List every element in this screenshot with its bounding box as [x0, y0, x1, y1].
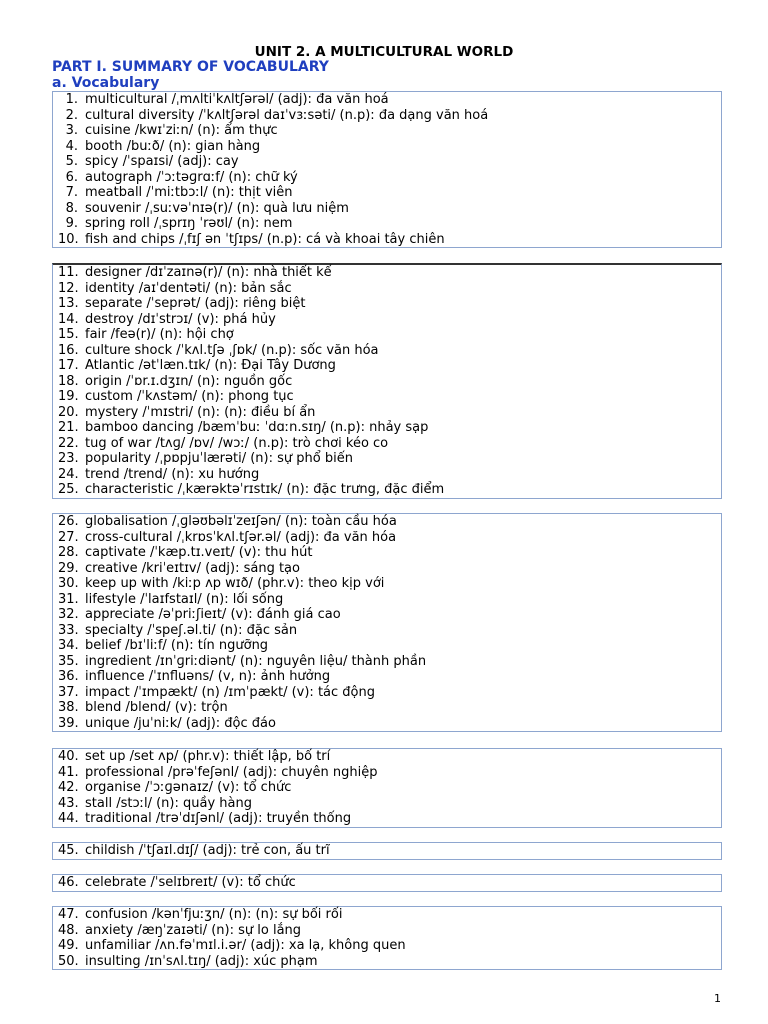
- item-text: identity /aɪˈdentəti/ (n): bản sắc: [85, 280, 292, 296]
- item-number: 29.: [58, 560, 79, 576]
- vocabulary-item: [58, 467, 721, 483]
- vocabulary-item: [58, 216, 721, 232]
- item-text: cuisine /kwɪˈziːn/ (n): ẩm thực: [85, 123, 278, 138]
- vocabulary-item: [58, 405, 721, 421]
- item-text: popularity /ˌpɒpjuˈlærəti/ (n): sự phổ biến: [85, 451, 353, 466]
- vocabulary-group: [52, 513, 722, 732]
- item-text: blend /blend/ (v): trộn: [85, 700, 228, 715]
- vocabulary-item: [58, 232, 721, 248]
- item-number: 25.: [58, 482, 79, 497]
- item-text: cultural diversity /ˈkʌltʃərəl daɪˈvɜːsəti/ (n.p): đa dạng văn hoá: [85, 107, 489, 123]
- vocabulary-item: [58, 108, 721, 124]
- item-number: 23.: [58, 451, 79, 466]
- vocabulary-item: [58, 907, 721, 923]
- vocabulary-item: [58, 343, 721, 359]
- item-text: stall /stɔːl/ (n): quầy hàng: [85, 795, 252, 811]
- item-text: tug of war /tʌɡ/ /ɒv/ /wɔː/ (n.p): trò chơi kéo co: [85, 435, 389, 451]
- item-text: autograph /ˈɔːtəɡrɑːf/ (n): chữ ký: [85, 169, 298, 185]
- item-number: 32.: [58, 607, 79, 622]
- item-number: 2.: [65, 107, 78, 123]
- item-number: 4.: [65, 138, 78, 154]
- item-number: 28.: [58, 545, 79, 560]
- item-text: creative /kriˈeɪtɪv/ (adj): sáng tạo: [85, 560, 300, 576]
- vocabulary-item: [58, 530, 721, 546]
- item-text: specialty /ˈspeʃ.əl.ti/ (n): đặc sản: [85, 622, 298, 638]
- vocabulary-item: [58, 451, 721, 467]
- item-text: booth /buːð/ (n): gian hàng: [85, 138, 261, 154]
- item-number: 45.: [58, 843, 79, 858]
- item-text: traditional /trəˈdɪʃənl/ (adj): truyền thống: [85, 811, 352, 826]
- item-number: 40.: [58, 749, 79, 764]
- item-number: 8.: [65, 200, 78, 216]
- vocabulary-item: [58, 139, 721, 155]
- item-number: 11.: [58, 265, 79, 280]
- item-text: confusion /kənˈfjuːʒn/ (n): (n): sự bối rối: [85, 907, 343, 922]
- item-number: 7.: [65, 185, 78, 200]
- page-number: 1: [714, 992, 721, 1005]
- vocabulary-item: [58, 811, 721, 827]
- vocabulary-item: [58, 420, 721, 436]
- item-text: belief /bɪˈliːf/ (n): tín ngưỡng: [85, 638, 269, 653]
- item-text: spring roll /ˌsprɪŋ ˈrəʊl/ (n): nem: [85, 216, 293, 231]
- item-text: fish and chips /ˌfɪʃ ən ˈtʃɪps/ (n.p): cá và khoai tây chiên: [85, 231, 445, 247]
- vocabulary-item: [58, 201, 721, 217]
- subsection-heading: a. Vocabulary: [52, 75, 160, 91]
- item-text: organise /ˈɔːɡənaɪz/ (v): tổ chức: [85, 780, 292, 795]
- item-text: multicultural /ˌmʌltiˈkʌltʃərəl/ (adj): đa văn hoá: [85, 92, 389, 107]
- vocabulary-item: [58, 780, 721, 796]
- item-number: 26.: [58, 514, 79, 529]
- item-number: 37.: [58, 684, 79, 700]
- vocabulary-item: [58, 700, 721, 716]
- page-title: UNIT 2. A MULTICULTURAL WORLD: [254, 44, 514, 60]
- item-number: 38.: [58, 700, 79, 715]
- vocabulary-item: [58, 954, 721, 970]
- item-number: 1.: [65, 92, 78, 107]
- item-text: souvenir /ˌsuːvəˈnɪə(r)/ (n): quà lưu niệm: [85, 200, 349, 216]
- vocabulary-item: [58, 923, 721, 939]
- vocabulary-item: [58, 716, 721, 732]
- vocabulary-item: [58, 938, 721, 954]
- item-number: 48.: [58, 922, 79, 938]
- item-number: 33.: [58, 622, 79, 638]
- item-text: culture shock /ˈkʌl.tʃə ˌʃɒk/ (n.p): sốc văn hóa: [85, 342, 379, 358]
- vocabulary-item: [58, 765, 721, 781]
- vocabulary-item: [58, 296, 721, 312]
- part-heading: PART I. SUMMARY OF VOCABULARY: [52, 59, 329, 75]
- item-number: 30.: [58, 576, 79, 591]
- item-text: custom /ˈkʌstəm/ (n): phong tục: [85, 389, 294, 404]
- item-number: 19.: [58, 389, 79, 404]
- item-number: 49.: [58, 938, 79, 953]
- vocabulary-group: [52, 263, 722, 499]
- item-text: keep up with /kiːp ʌp wɪð/ (phr.v): theo kịp với: [85, 576, 385, 591]
- item-text: influence /ˈɪnfluəns/ (v, n): ảnh hưởng: [85, 669, 331, 684]
- vocabulary-item: [58, 312, 721, 328]
- vocabulary-item: [58, 576, 721, 592]
- vocabulary-item: [58, 561, 721, 577]
- item-text: meatball /ˈmiːtbɔːl/ (n): thịt viên: [85, 185, 293, 200]
- vocabulary-item: [58, 545, 721, 561]
- vocabulary-item: [58, 796, 721, 812]
- vocabulary-item: [58, 514, 721, 530]
- item-text: set up /set ʌp/ (phr.v): thiết lập, bố trí: [85, 749, 331, 764]
- item-text: anxiety /æŋˈzaɪəti/ (n): sự lo lắng: [85, 922, 302, 938]
- item-number: 47.: [58, 907, 79, 922]
- vocabulary-item: [58, 123, 721, 139]
- item-text: celebrate /ˈselɪbreɪt/ (v): tổ chức: [85, 875, 296, 890]
- vocabulary-group: [52, 91, 722, 248]
- item-number: 50.: [58, 953, 79, 969]
- item-text: impact /ˈɪmpækt/ (n) /ɪmˈpækt/ (v): tác động: [85, 684, 375, 700]
- item-number: 24.: [58, 466, 79, 482]
- vocabulary-group: [52, 906, 722, 970]
- item-text: cross-cultural /ˌkrɒsˈkʌl.tʃər.əl/ (adj): đa văn hóa: [85, 529, 397, 545]
- item-number: 46.: [58, 875, 79, 890]
- item-number: 39.: [58, 715, 79, 731]
- item-number: 34.: [58, 638, 79, 653]
- vocabulary-item: [58, 749, 721, 765]
- vocabulary-item: [58, 638, 721, 654]
- vocabulary-group: [52, 748, 722, 828]
- item-text: separate /ˈseprət/ (adj): riêng biệt: [85, 296, 306, 311]
- item-number: 17.: [58, 358, 79, 373]
- item-number: 27.: [58, 529, 79, 545]
- item-text: captivate /ˈkæp.tɪ.veɪt/ (v): thu hút: [85, 545, 313, 560]
- vocabulary-item: [58, 327, 721, 343]
- vocabulary-item: [58, 607, 721, 623]
- vocabulary-item: [58, 875, 721, 891]
- item-text: destroy /dɪˈstrɔɪ/ (v): phá hủy: [85, 311, 276, 327]
- item-text: origin /ˈɒr.ɪ.dʒɪn/ (n): nguồn gốc: [85, 373, 293, 389]
- item-text: Atlantic /ətˈlæn.tɪk/ (n): Đại Tây Dương: [85, 358, 336, 373]
- vocabulary-item: [58, 843, 721, 859]
- item-number: 41.: [58, 764, 79, 780]
- item-text: childish /ˈtʃaɪl.dɪʃ/ (adj): trẻ con, ấu trĩ: [85, 843, 330, 858]
- vocabulary-item: [58, 358, 721, 374]
- vocabulary-item: [58, 374, 721, 390]
- vocabulary-group: [52, 842, 722, 860]
- item-text: bamboo dancing /bæmˈbuː ˈdɑːn.sɪŋ/ (n.p): nhảy sạp: [85, 420, 429, 435]
- item-number: 3.: [65, 123, 78, 138]
- item-text: appreciate /əˈpriːʃieɪt/ (v): đánh giá cao: [85, 607, 341, 622]
- vocabulary-item: [58, 669, 721, 685]
- item-text: globalisation /ˌɡləʊbəlɪˈzeɪʃən/ (n): toàn cầu hóa: [85, 514, 397, 529]
- item-number: 10.: [58, 231, 79, 247]
- item-number: 35.: [58, 653, 79, 669]
- item-text: lifestyle /ˈlaɪfstaɪl/ (n): lối sống: [85, 591, 284, 607]
- item-text: designer /dɪˈzaɪnə(r)/ (n): nhà thiết kế: [85, 265, 332, 280]
- vocabulary-item: [58, 623, 721, 639]
- item-number: 22.: [58, 435, 79, 451]
- item-number: 5.: [65, 154, 78, 169]
- item-text: professional /prəˈfeʃənl/ (adj): chuyên nghiệp: [85, 764, 378, 780]
- item-number: 36.: [58, 669, 79, 684]
- item-number: 44.: [58, 811, 79, 826]
- item-number: 9.: [65, 216, 78, 231]
- item-text: trend /trend/ (n): xu hướng: [85, 466, 260, 482]
- item-number: 16.: [58, 342, 79, 358]
- vocabulary-item: [58, 185, 721, 201]
- vocabulary-item: [58, 92, 721, 108]
- item-text: unique /juˈniːk/ (adj): độc đáo: [85, 715, 276, 731]
- vocabulary-item: [58, 654, 721, 670]
- item-text: spicy /ˈspaɪsi/ (adj): cay: [85, 154, 239, 169]
- item-text: unfamiliar /ʌn.fəˈmɪl.i.ər/ (adj): xa lạ, không quen: [85, 938, 406, 953]
- item-number: 42.: [58, 780, 79, 795]
- item-text: fair /feə(r)/ (n): hội chợ: [85, 327, 234, 342]
- item-number: 31.: [58, 591, 79, 607]
- item-number: 13.: [58, 296, 79, 311]
- vocabulary-item: [58, 685, 721, 701]
- item-number: 21.: [58, 420, 79, 435]
- vocabulary-item: [58, 154, 721, 170]
- item-text: insulting /ɪnˈsʌl.tɪŋ/ (adj): xúc phạm: [85, 953, 318, 969]
- item-text: characteristic /ˌkærəktəˈrɪstɪk/ (n): đặc trưng, đặc điểm: [85, 482, 445, 497]
- item-number: 14.: [58, 311, 79, 327]
- vocabulary-item: [58, 592, 721, 608]
- vocabulary-item: [58, 265, 721, 281]
- vocabulary-item: [58, 389, 721, 405]
- item-number: 6.: [65, 169, 78, 185]
- item-number: 20.: [58, 404, 79, 420]
- vocabulary-item: [58, 436, 721, 452]
- vocabulary-item: [58, 170, 721, 186]
- vocabulary-item: [58, 482, 721, 498]
- item-number: 18.: [58, 373, 79, 389]
- item-number: 43.: [58, 795, 79, 811]
- item-text: mystery /ˈmɪstri/ (n): (n): điều bí ẩn: [85, 404, 316, 420]
- item-number: 15.: [58, 327, 79, 342]
- item-text: ingredient /ɪnˈɡriːdiənt/ (n): nguyên liệu/ thành phần: [85, 653, 427, 669]
- vocabulary-item: [58, 281, 721, 297]
- item-number: 12.: [58, 280, 79, 296]
- vocabulary-group: [52, 874, 722, 892]
